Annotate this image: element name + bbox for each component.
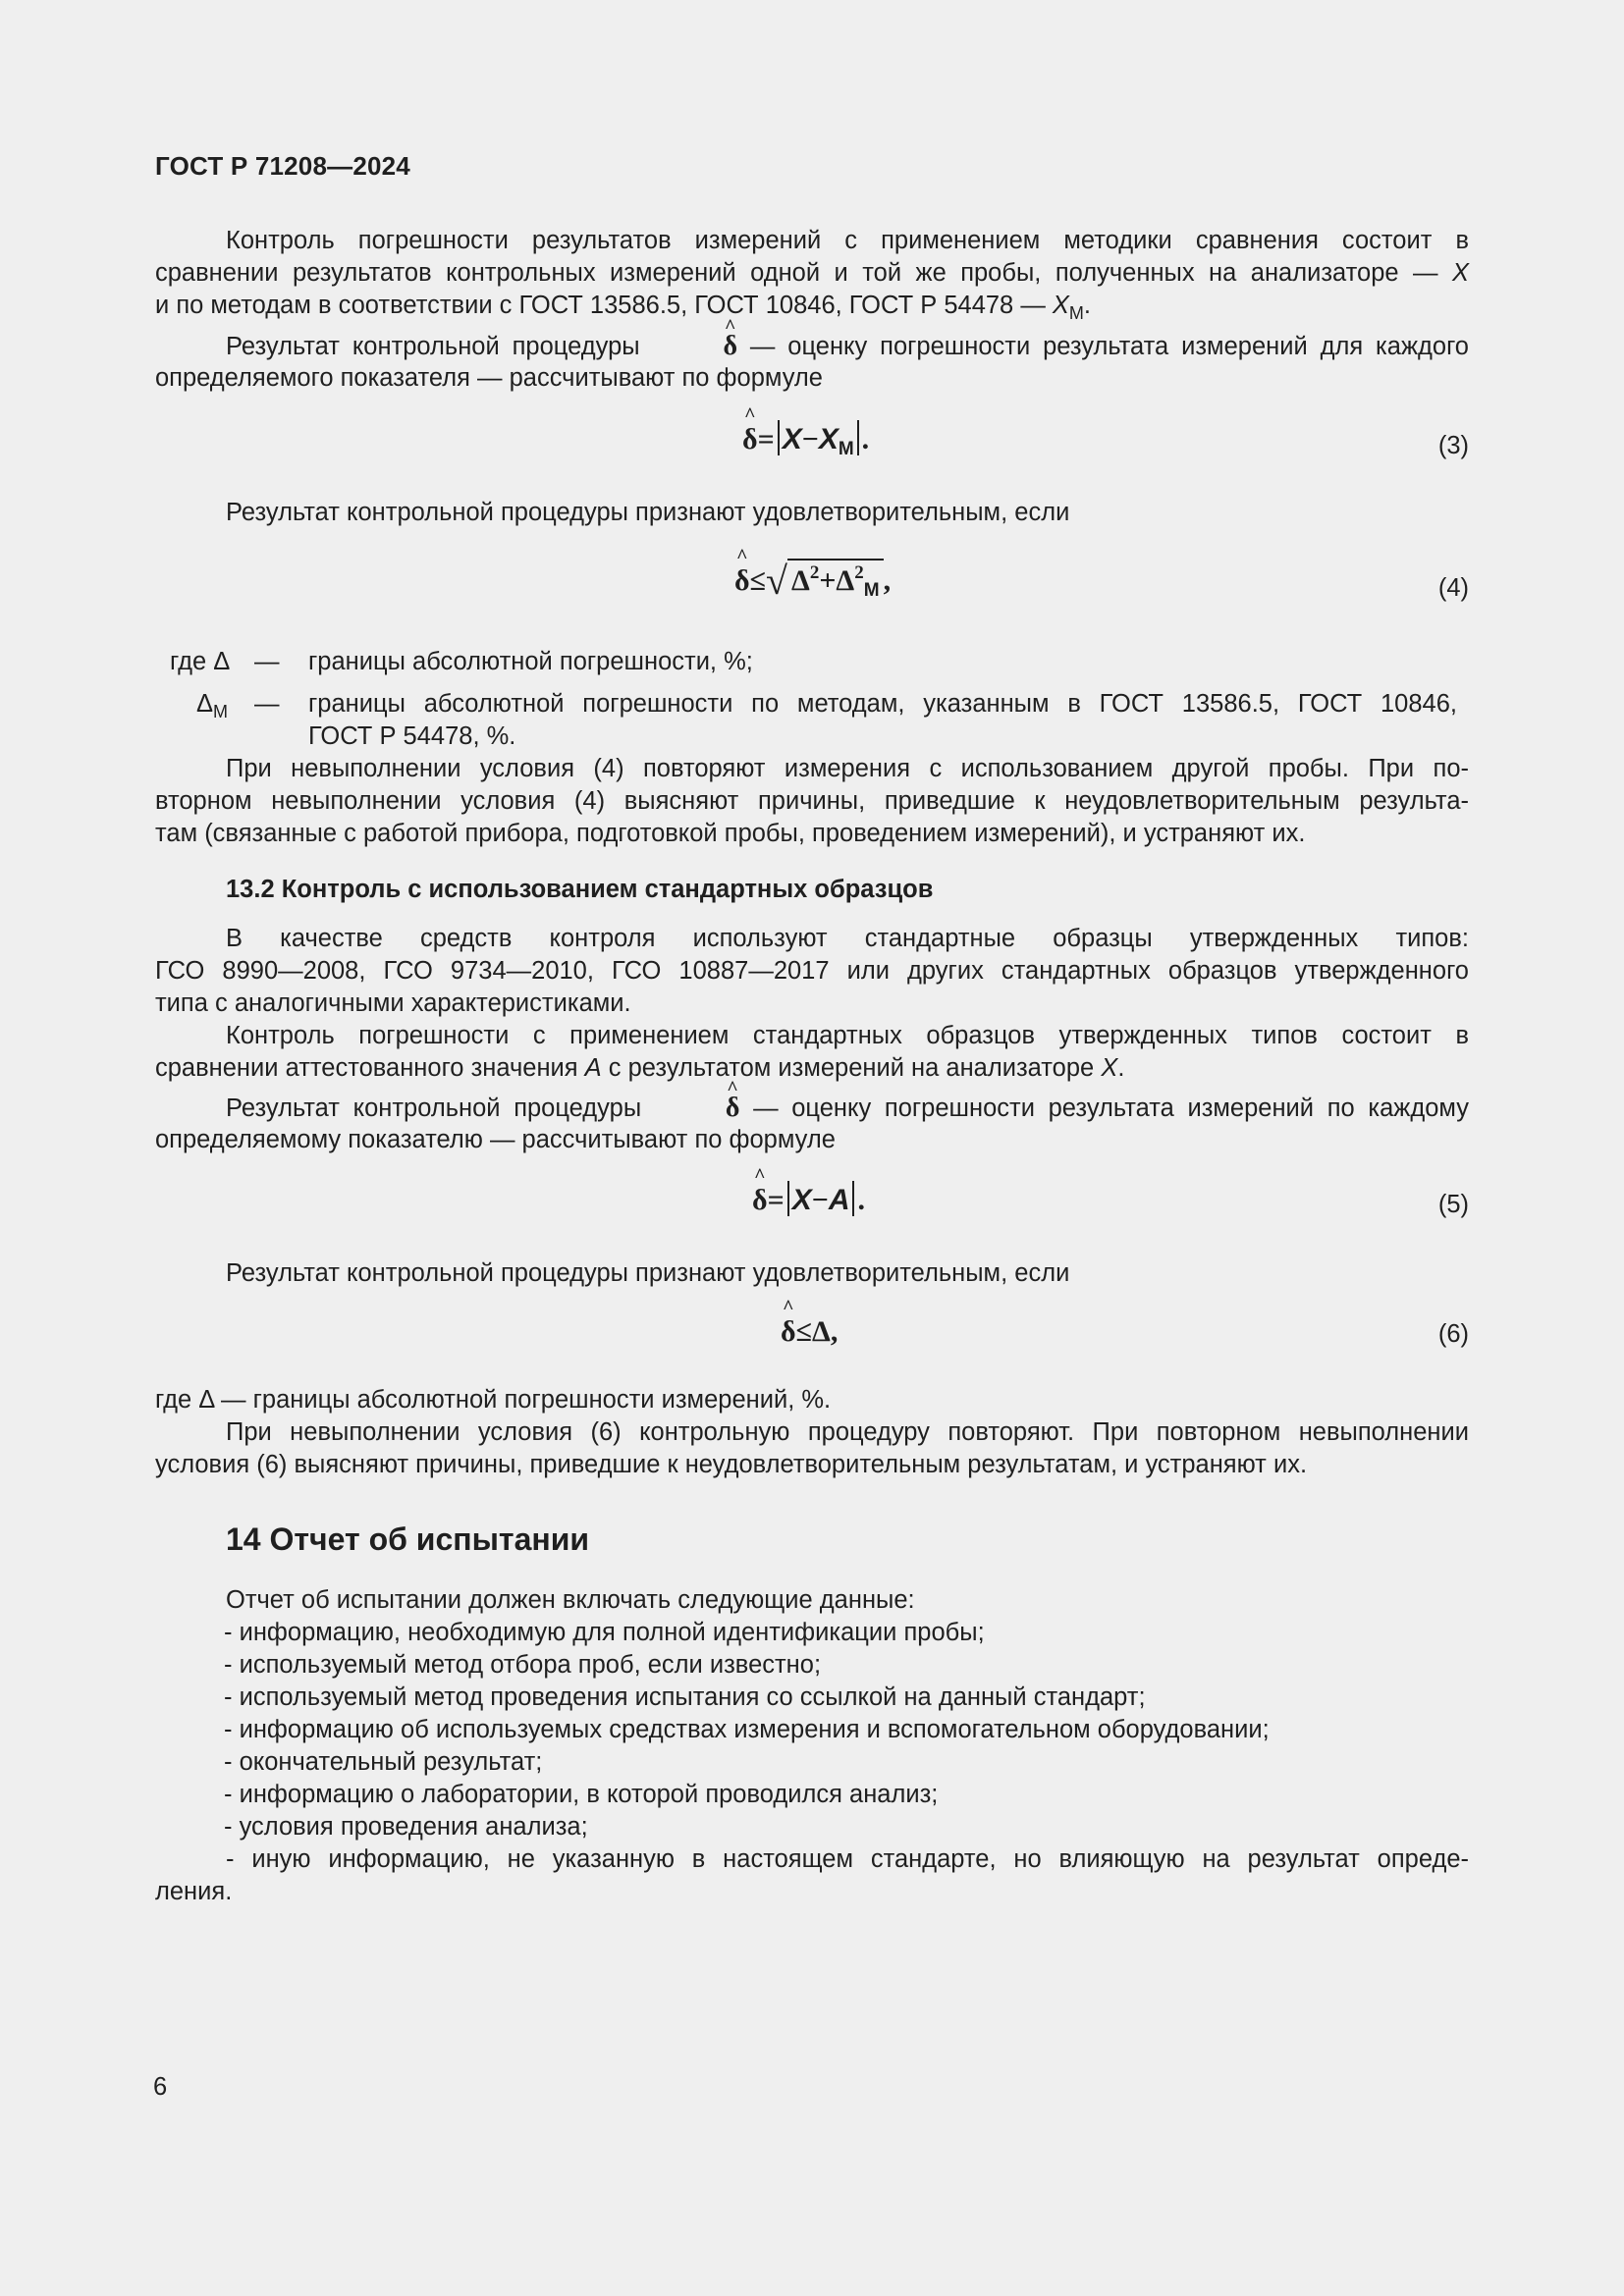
dash: —	[254, 690, 280, 718]
text-line: ГСО 8990—2008, ГСО 9734—2010, ГСО 10887—2017 или других стандартных образцов утвержденного	[155, 957, 1469, 985]
abs-bar	[778, 420, 780, 455]
standard-code: ГОСТ Р 71208—2024	[155, 151, 410, 181]
delta-sym: Δ	[836, 564, 855, 597]
formula-number: (4)	[1437, 574, 1469, 602]
dash: —	[254, 648, 280, 675]
punct: .	[1117, 1054, 1125, 1082]
dot: .	[861, 423, 870, 455]
minus: −	[811, 1184, 829, 1216]
le: ≤	[749, 564, 767, 597]
list-item: - информацию, необходимую для полной идентификации пробы;	[224, 1619, 985, 1646]
text-line: типа с аналогичными характеристиками.	[155, 989, 631, 1017]
variable: X	[1052, 292, 1069, 319]
formula-4	[734, 558, 891, 604]
text-line: условия (6) выясняют причины, приведшие к неудовлетворительным результатам, и устраняют их.	[155, 1451, 1308, 1478]
plus: +	[819, 564, 837, 597]
exp: 2	[854, 562, 864, 583]
delta-sym: Δ	[812, 1315, 831, 1348]
delta-hat: ^ δ	[734, 564, 750, 598]
dot: .	[857, 1184, 865, 1216]
text-line: При невыполнении условия (4) повторяют измерения с использованием другой пробы. При по-	[226, 755, 1469, 782]
formula-number: (5)	[1437, 1191, 1469, 1218]
abs-bar	[852, 1181, 854, 1216]
var-a: A	[828, 1184, 850, 1216]
list-item: - условия проведения анализа;	[224, 1813, 588, 1841]
formula-number: (6)	[1437, 1320, 1469, 1348]
abs-bar	[857, 420, 859, 455]
sub-m: М	[863, 580, 880, 601]
text-line: сравнении результатов контрольных измерений одной и той же пробы, полученных на анализаторе —	[155, 259, 1452, 287]
subscript: М	[213, 702, 229, 721]
list-item: - используемый метод проведения испытания со ссылкой на данный стандарт;	[224, 1683, 1146, 1711]
text-line: Контроль погрешности с применением стандартных образцов утвержденных типов состоит в	[226, 1022, 1469, 1049]
page-number: 6	[153, 2073, 168, 2101]
formula-number: (3)	[1437, 432, 1469, 459]
formula-6	[781, 1315, 838, 1349]
paragraph	[155, 225, 1469, 257]
sqrt-icon: √	[766, 559, 787, 603]
delta-hat-symbol: ^ δ	[655, 1092, 740, 1124]
text-line: ления.	[155, 1878, 233, 1905]
where-text: границы абсолютной погрешности по методам, указанным в ГОСТ 13586.5, ГОСТ 10846,	[308, 690, 1457, 718]
text-line: Результат контрольной процедуры признают удовлетворительным, если	[226, 1259, 1070, 1287]
text-line	[155, 1052, 1124, 1085]
paragraph	[155, 330, 1469, 363]
text-line: определяемому показателю — рассчитывают по формуле	[155, 1126, 836, 1153]
delta-sym: Δ	[791, 564, 810, 597]
section-title: 14 Отчет об испытании	[226, 1522, 590, 1557]
variable: X	[1451, 259, 1469, 287]
text-line: и по методам в соответствии с ГОСТ 13586.5, ГОСТ 10846, ГОСТ Р 54478 —	[155, 292, 1053, 319]
text-line: с результатом измерений на анализаторе	[601, 1054, 1102, 1082]
var-x: X	[782, 423, 802, 455]
var-x: X	[818, 423, 839, 455]
where-text: границы абсолютной погрешности, %;	[308, 648, 753, 675]
var-x: X	[791, 1184, 812, 1216]
subsection-title: 13.2 Контроль с использованием стандартных образцов	[226, 876, 934, 903]
list-item: - иную информацию, не указанную в настоящем стандарте, но влияющую на результат опреде-	[226, 1845, 1469, 1873]
delta-sym: Δ	[196, 690, 214, 718]
text-line: — оценку погрешности результата измерений для каждого	[737, 333, 1469, 360]
comma: ,	[830, 1315, 839, 1348]
text-line: — оценку погрешности результата измерений по каждому	[739, 1095, 1469, 1122]
formula-3	[742, 420, 869, 460]
subscript: М	[1068, 303, 1084, 323]
text-line: где Δ — границы абсолютной погрешности измерений, %.	[155, 1386, 832, 1414]
variable: X	[1101, 1054, 1118, 1082]
paragraph	[155, 1092, 1469, 1125]
formula-5	[752, 1181, 865, 1217]
eq: =	[767, 1184, 785, 1216]
comma: ,	[883, 564, 892, 597]
text-line: Результат контрольной процедуры	[226, 1095, 655, 1122]
text-line: Результат контрольной процедуры признают удовлетворительным, если	[226, 499, 1070, 526]
text-line	[155, 290, 1091, 322]
punct: .	[1083, 292, 1092, 319]
where-text: ГОСТ Р 54478, %.	[308, 722, 516, 750]
radicand	[787, 559, 884, 602]
list-item: - информацию о лаборатории, в которой проводился анализ;	[224, 1781, 939, 1808]
delta-hat: ^ δ	[742, 423, 758, 456]
list-item: - информацию об используемых средствах измерения и вспомогательном оборудовании;	[224, 1716, 1270, 1743]
delta-hat-symbol: ^ δ	[652, 330, 737, 362]
text-line: там (связанные с работой прибора, подготовкой пробы, проведением измерений), и устраняют их.	[155, 820, 1306, 847]
eq: =	[757, 423, 775, 455]
abs-bar	[787, 1181, 789, 1216]
text-line: вторном невыполнении условия (4) выясняют причины, приведшие к неудовлетворительным результа-	[155, 787, 1469, 815]
sub-m: М	[838, 439, 854, 459]
exp: 2	[809, 562, 820, 583]
text-line: Контроль погрешности результатов измерений с применением методики сравнения состоит в	[226, 227, 1469, 254]
text-line: сравнении аттестованного значения	[155, 1054, 585, 1082]
where-label	[196, 688, 228, 721]
le: ≤	[795, 1315, 813, 1348]
minus: −	[801, 423, 819, 455]
list-item: - окончательный результат;	[224, 1748, 543, 1776]
delta-hat: ^ δ	[781, 1315, 796, 1349]
variable: А	[584, 1054, 602, 1082]
text-line: Отчет об испытании должен включать следующие данные:	[226, 1586, 915, 1614]
text-line: В качестве средств контроля используют стандартные образцы утвержденных типов:	[226, 925, 1469, 952]
where-label: где Δ	[170, 648, 231, 675]
text-line: определяемого показателя — рассчитывают по формуле	[155, 364, 823, 392]
text-line: При невыполнении условия (6) контрольную процедуру повторяют. При повторном невыполнении	[226, 1418, 1469, 1446]
paragraph	[155, 257, 1469, 290]
delta-hat: ^ δ	[752, 1184, 768, 1217]
list-item: - используемый метод отбора проб, если известно;	[224, 1651, 822, 1679]
text-line: Результат контрольной процедуры	[226, 333, 653, 360]
